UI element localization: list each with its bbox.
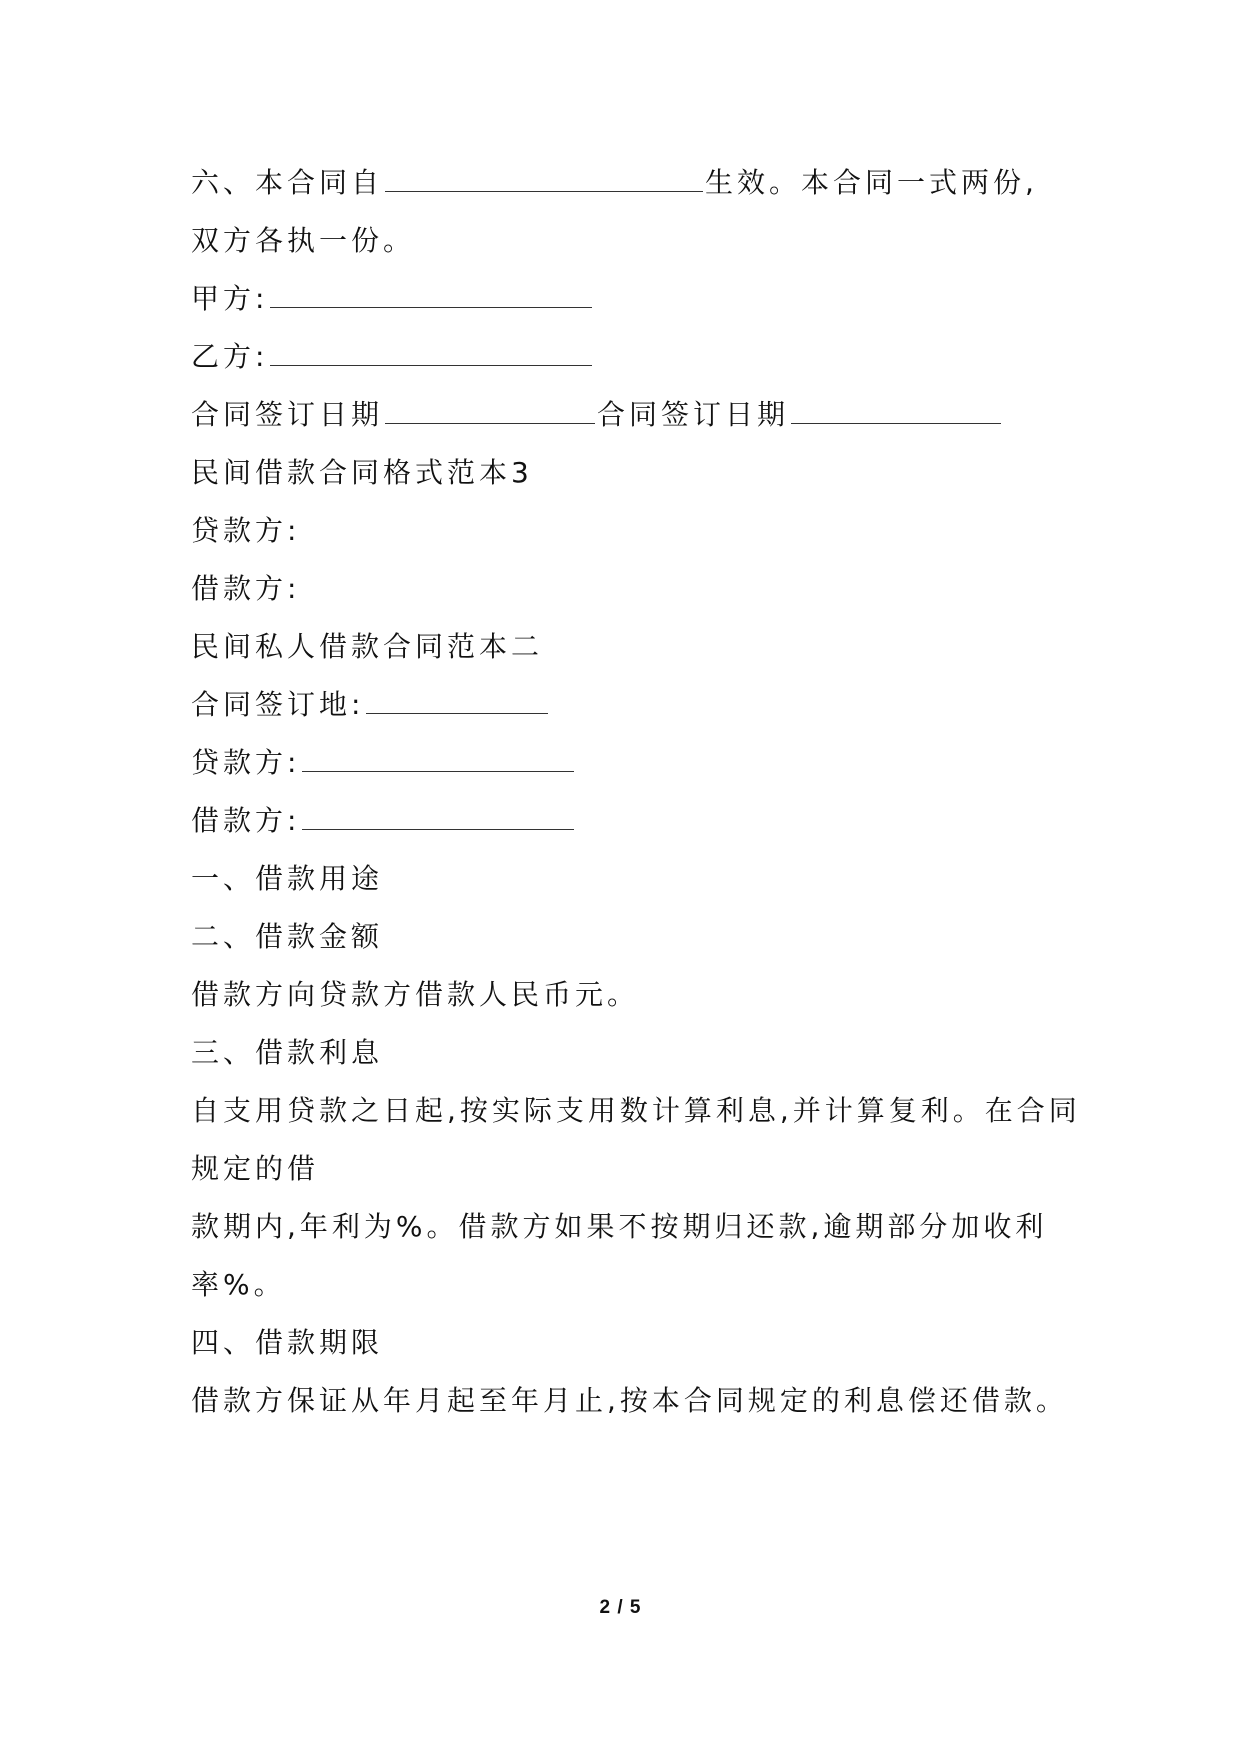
clause-six-copies: 双方各执一份。 bbox=[191, 224, 416, 257]
borrower-line bbox=[191, 801, 1071, 841]
lender-line bbox=[191, 743, 1071, 783]
article-three-body-2: 规定的借 bbox=[191, 1152, 320, 1185]
signing-place-label: 合同签订地: bbox=[191, 688, 365, 721]
borrower-field-label: 借款方: bbox=[191, 804, 301, 837]
signing-date-label-2: 合同签订日期 bbox=[597, 398, 790, 431]
page-number: 2 / 5 bbox=[599, 1597, 642, 1618]
article-three-body-1: 自支用贷款之日起,按实际支用数计算利息,并计算复利。在合同 bbox=[191, 1094, 1081, 1127]
signing-place-line bbox=[191, 685, 1071, 725]
party-a-blank[interactable] bbox=[270, 279, 592, 308]
clause-six-prefix: 六、本合同自 bbox=[191, 166, 384, 199]
signing-date-line bbox=[191, 395, 1071, 435]
section-title-template-3: 民间借款合同格式范本3 bbox=[191, 456, 533, 489]
borrower-label: 借款方: bbox=[191, 572, 301, 605]
section-title-template-2: 民间私人借款合同范本二 bbox=[191, 630, 544, 663]
article-four-heading: 四、借款期限 bbox=[191, 1326, 384, 1359]
lender-field-label: 贷款方: bbox=[191, 746, 301, 779]
article-three-body-4: 率%。 bbox=[191, 1268, 286, 1301]
signing-date-blank-2[interactable] bbox=[791, 395, 1001, 424]
party-b-line bbox=[191, 337, 1071, 377]
party-b-blank[interactable] bbox=[270, 337, 592, 366]
clause-six-effective bbox=[191, 163, 1071, 203]
signing-place-blank[interactable] bbox=[366, 685, 548, 714]
lender-blank[interactable] bbox=[302, 743, 574, 772]
party-a-label: 甲方: bbox=[191, 282, 269, 315]
clause-six-suffix: 生效。本合同一式两份, bbox=[705, 166, 1038, 199]
article-three-body-3: 款期内,年利为%。借款方如果不按期归还款,逾期部分加收利 bbox=[191, 1210, 1048, 1243]
article-two-heading: 二、借款金额 bbox=[191, 920, 384, 953]
party-b-label: 乙方: bbox=[191, 340, 269, 373]
effective-date-blank[interactable] bbox=[385, 163, 703, 192]
signing-date-label-1: 合同签订日期 bbox=[191, 398, 384, 431]
lender-label: 贷款方: bbox=[191, 514, 301, 547]
party-a-line bbox=[191, 279, 1071, 319]
article-three-heading: 三、借款利息 bbox=[191, 1036, 384, 1069]
borrower-blank[interactable] bbox=[302, 801, 574, 830]
article-four-body: 借款方保证从年月起至年月止,按本合同规定的利息偿还借款。 bbox=[191, 1384, 1068, 1417]
article-two-body: 借款方向贷款方借款人民币元。 bbox=[191, 978, 640, 1011]
article-one-heading: 一、借款用途 bbox=[191, 862, 384, 895]
signing-date-blank-1[interactable] bbox=[385, 395, 595, 424]
